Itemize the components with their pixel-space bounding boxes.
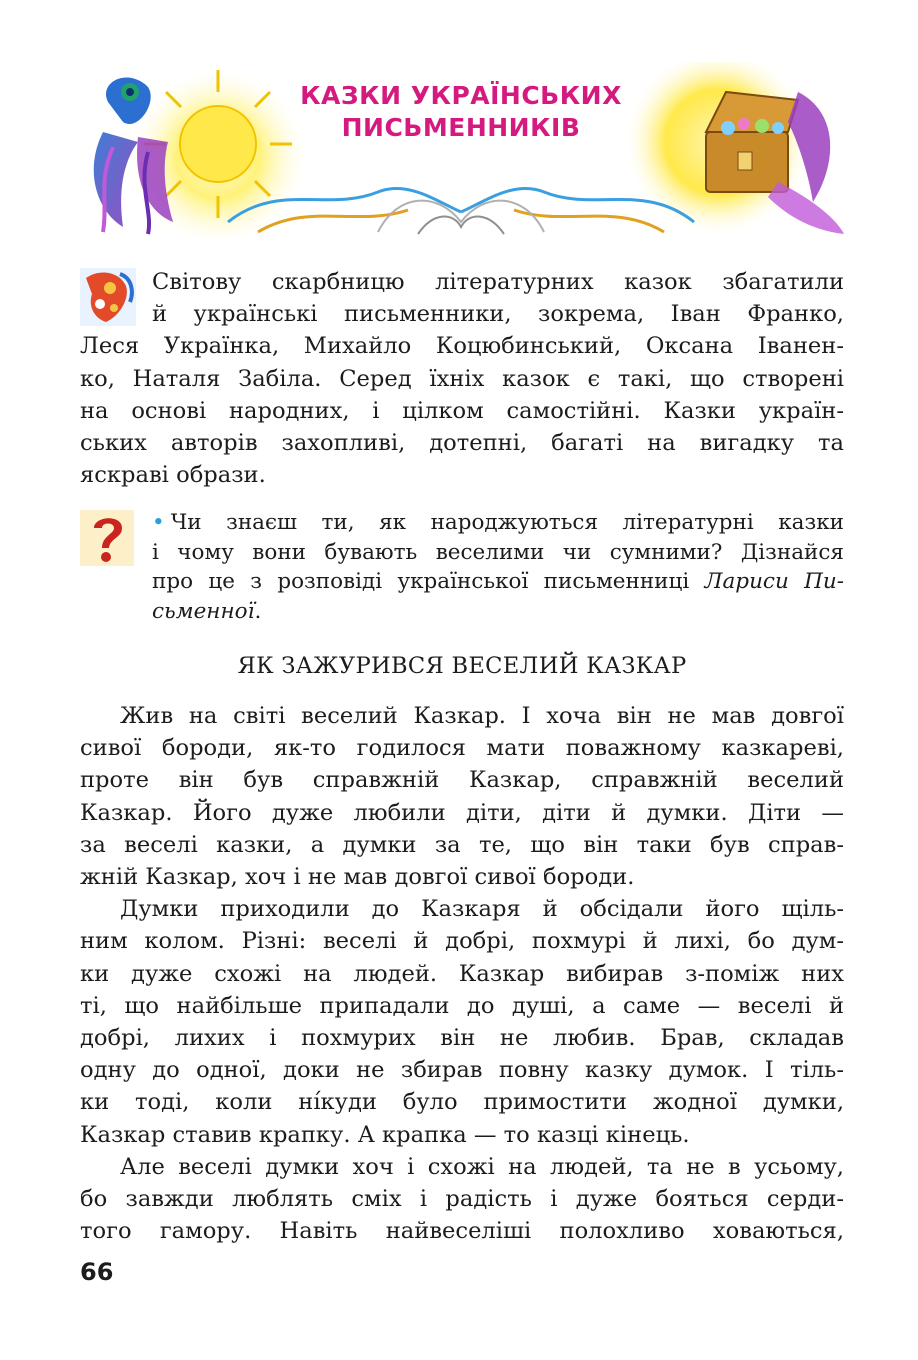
bullet: •	[152, 510, 165, 535]
question-text: .	[254, 598, 262, 624]
text-line: Казкар ставив крапку. А крапка — то казці кінець.	[80, 1121, 690, 1148]
question-block	[152, 508, 844, 626]
chapter-banner	[78, 62, 844, 237]
question-mark-icon	[80, 510, 134, 566]
text-line: сивої бороди, як-то годилося мати поважному казкареві,	[80, 735, 844, 762]
text-line: ті, що найбільше припадали до душі, а саме — веселі й	[80, 992, 844, 1019]
text-line: того гамору. Навіть найвеселіші полохливо ховаються,	[80, 1218, 844, 1245]
text-line	[152, 597, 844, 627]
chapter-title-line: ПИСЬМЕННИКІВ	[341, 113, 581, 142]
text-line: бо завжди люблять сміх і радість і дуже бояться серди-	[80, 1186, 844, 1213]
text-line: ки дуже схожі на людей. Казкар вибирав з-поміж них	[80, 960, 844, 987]
text-line: Леся Українка, Михайло Коцюбинський, Оксана Іванен-	[80, 333, 844, 360]
text-line: й українські письменники, зокрема, Іван Франко,	[152, 301, 844, 328]
author-name: сьменної	[152, 598, 255, 624]
text-line: ки тоді, коли ні́куди було примостити жодної думки,	[80, 1089, 844, 1116]
question-text: про це з розповіді української письменниці	[152, 569, 705, 594]
text-line: ських авторів захопливі, дотепні, багаті на вигадку та	[80, 430, 844, 457]
story-body	[80, 700, 844, 1247]
story-title: ЯК ЗАЖУРИВСЯ ВЕСЕЛИЙ КАЗКАР	[237, 653, 687, 679]
text-line: ко, Наталя Забіла. Серед їхніх казок є такі, що створені	[80, 365, 844, 392]
chapter-title-line: КАЗКИ УКРАЇНСЬКИХ	[300, 81, 622, 110]
question-text: Чи знаєш ти, як народжуються літературні казки	[170, 510, 844, 535]
text-line: Думки приходили до Казкаря й обсідали його щіль-	[120, 896, 844, 923]
author-name: Лариси Пи-	[704, 569, 844, 594]
intro-paragraph	[80, 266, 844, 491]
page-number: 66	[80, 1258, 114, 1286]
chapter-title	[78, 80, 844, 144]
text-line: одну до одної, доки не збирав повну казку думок. І тіль-	[80, 1057, 844, 1084]
text-line: жній Казкар, хоч і не мав довгої сивої бороди.	[80, 864, 635, 891]
text-line: Але веселі думки хоч і схожі на людей, та не в усьому,	[120, 1153, 844, 1180]
text-line: і чому вони бувають веселими чи сумними? Дізнайся	[152, 539, 844, 565]
text-line: Світову скарбницю літературних казок збагатили	[152, 269, 844, 295]
text-line: Жив на світі веселий Казкар. І хоча він не мав довгої	[120, 703, 844, 729]
text-line: Казкар. Його дуже любили діти, діти й думки. Діти —	[80, 799, 844, 826]
text-line: на основі народних, і цілком самостійні. Казки україн-	[80, 397, 844, 424]
text-line	[152, 508, 844, 538]
text-line	[152, 567, 844, 597]
text-line: за веселі казки, а думки за те, що він таки був справ-	[80, 831, 844, 858]
text-line: добрі, лихих і похмурих він не любив. Брав, складав	[80, 1025, 844, 1052]
text-line: проте він був справжній Казкар, справжній веселий	[80, 767, 844, 794]
text-line: яскраві образи.	[80, 462, 266, 489]
text-line: ним колом. Різні: веселі й добрі, похмурі й лихі, бо дум-	[80, 928, 844, 955]
